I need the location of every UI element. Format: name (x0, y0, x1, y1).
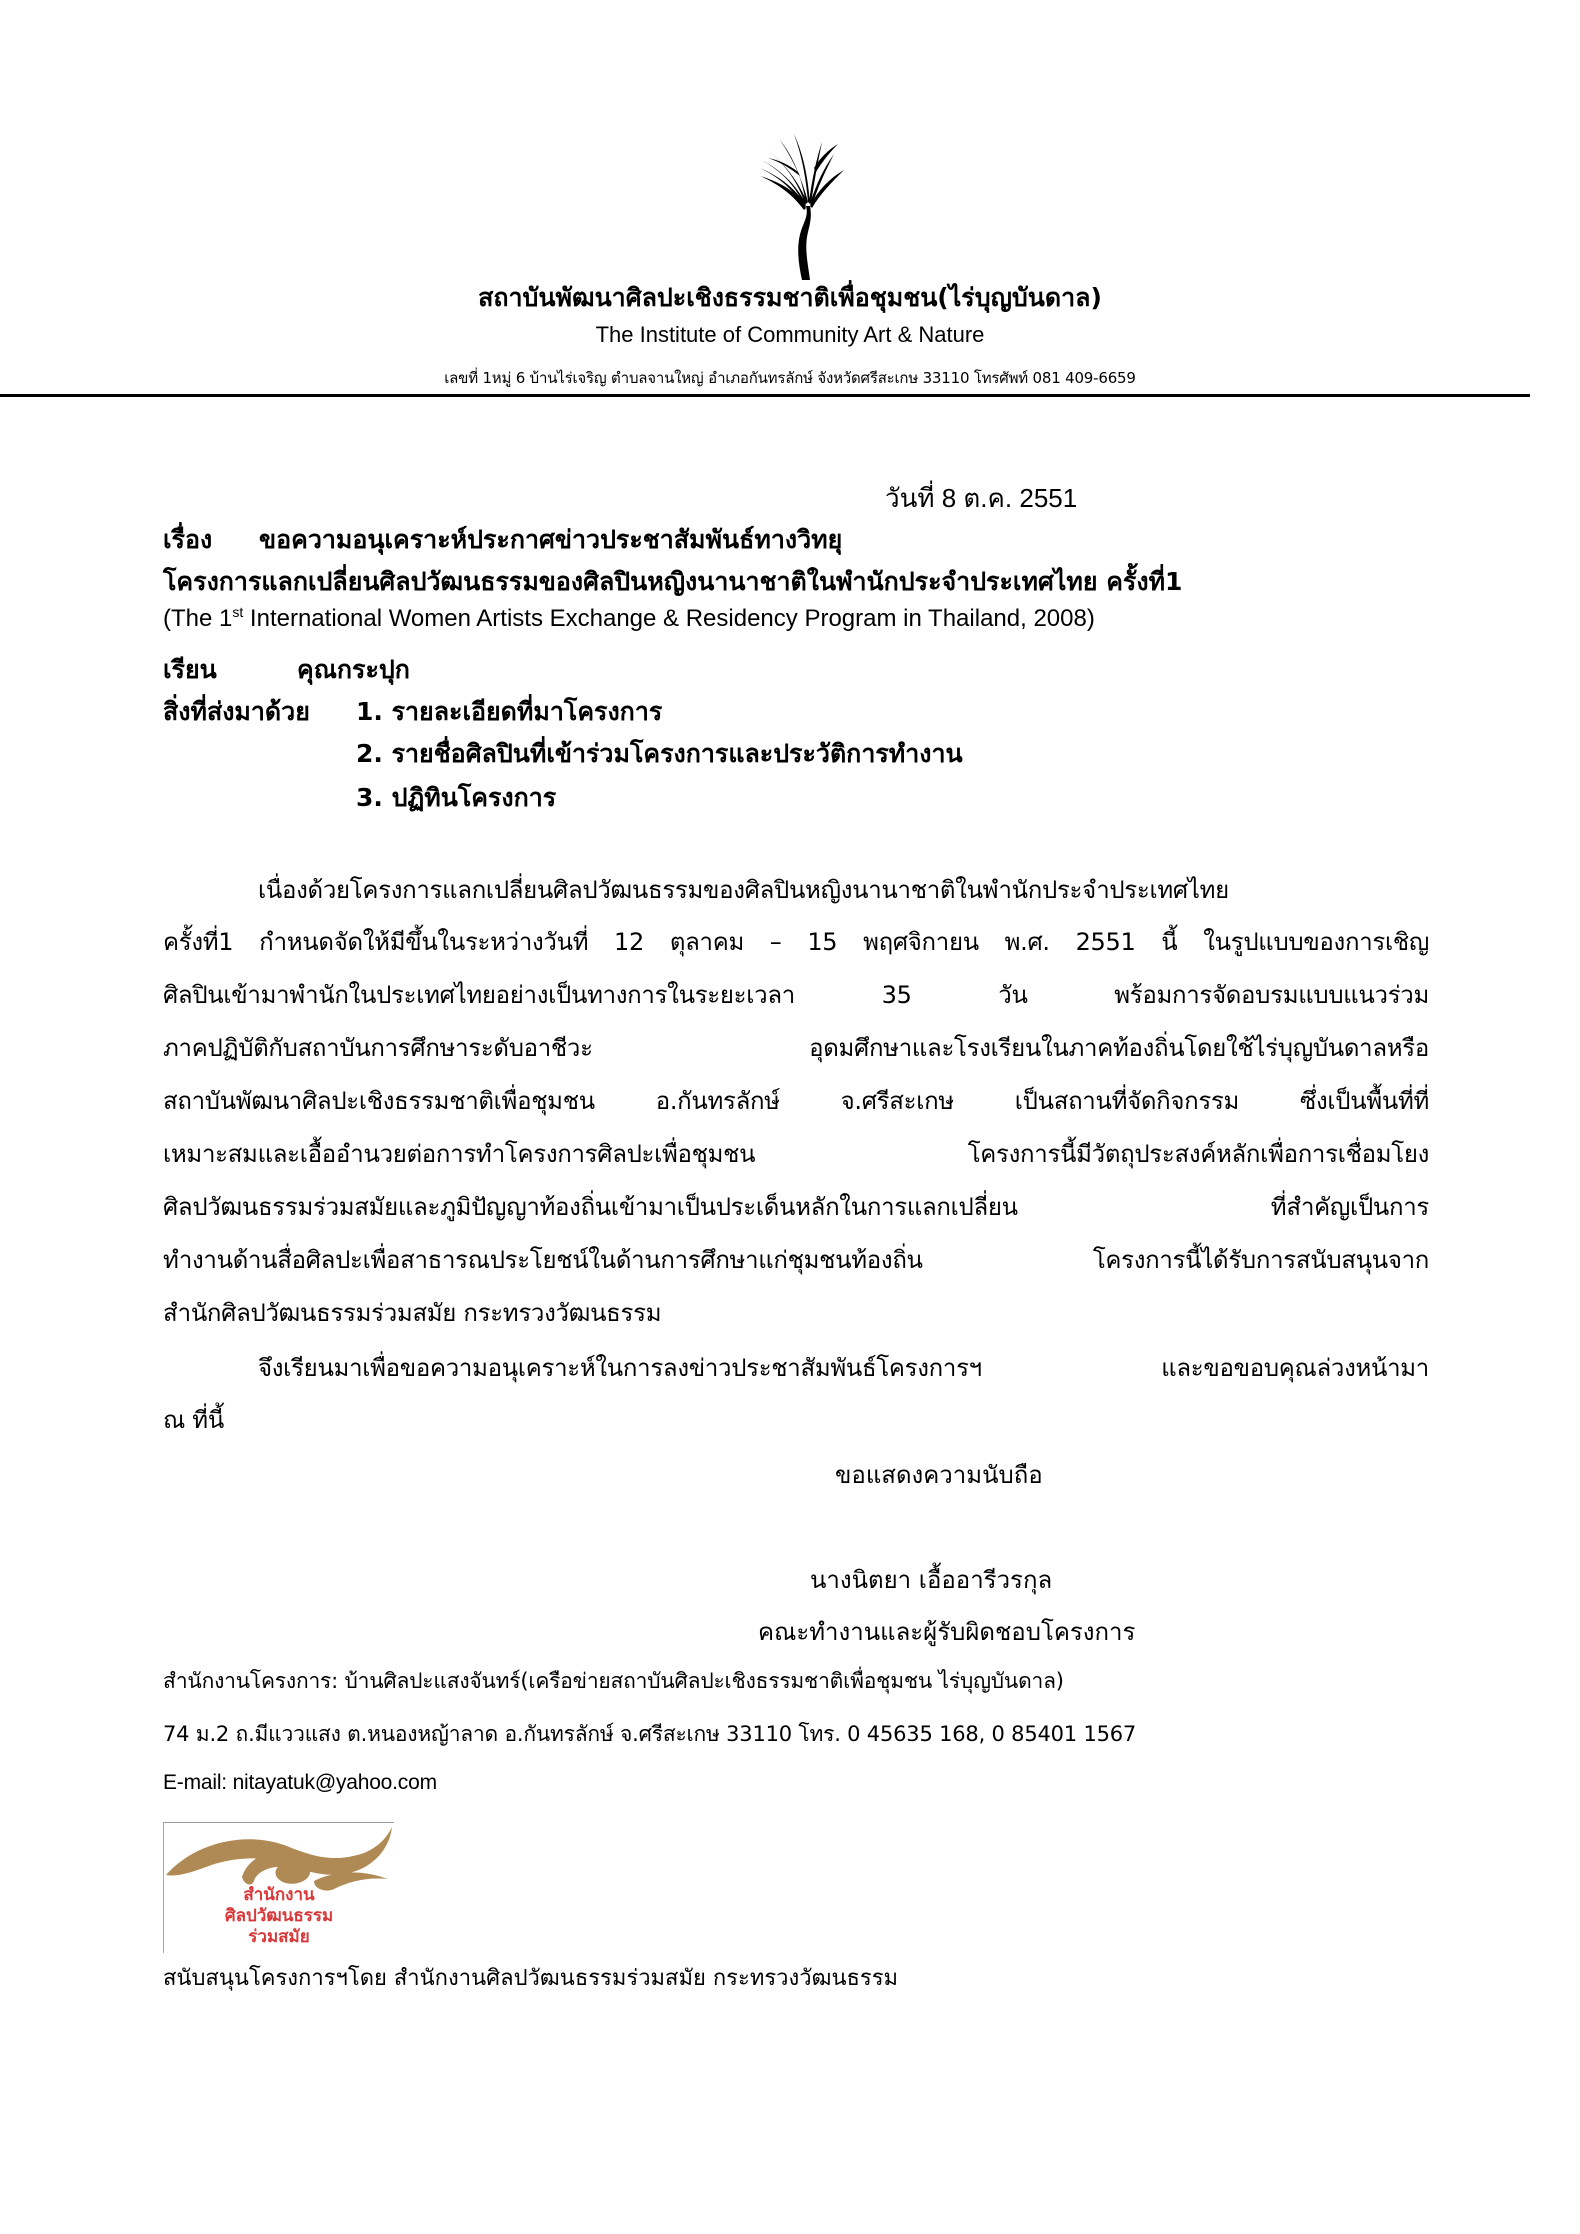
sponsor-logo-text: สำนักงาน (243, 1885, 315, 1905)
contemporary-art-office-logo-icon (163, 1822, 394, 1953)
subject-label: เรื่อง (163, 525, 213, 554)
sponsor-statement: สนับสนุนโครงการฯโดย สำนักงานศิลปวัฒนธรรมร่วมสมัย กระทรวงวัฒนธรรม (163, 1966, 899, 1991)
body-paragraph-line: ศิลปวัฒนธรรมร่วมสมัยและภูมิปัญญาท้องถิ่นเข้ามาเป็นประเด็นหลักในการแลกเปลี่ยน ที่สำคัญเป็นการ (163, 1193, 1429, 1221)
enclosure-item: 3. ปฏิทินโครงการ (356, 783, 557, 812)
project-title-en-ordinal: st (232, 604, 244, 620)
contact-email[interactable]: E-mail: nitayatuk@yahoo.com (163, 1771, 437, 1794)
subject-line (163, 520, 842, 560)
sponsor-logo-text: ร่วมสมัย (248, 1927, 310, 1947)
project-title-en-rest: International Women Artists Exchange & Residency Program in Thailand, 2008) (243, 605, 1095, 632)
enclosures-label: สิ่งที่ส่งมาด้วย (163, 697, 310, 726)
recipient-line (163, 650, 410, 690)
body-paragraph-line: ภาคปฏิบัติกับสถาบันการศึกษาระดับอาชีวะ อุดมศึกษาและโรงเรียนในภาคท้องถิ่นโดยใช้ไร่บุญบันดาลหรือ (163, 1034, 1429, 1062)
palm-leaf-logo-icon (758, 132, 848, 282)
body-paragraph-line: ศิลปินเข้ามาพำนักในประเทศไทยอย่างเป็นทางการในระยะเวลา 35 วัน พร้อมการจัดอบรมแบบแนวร่วม (163, 981, 1429, 1009)
closing-salutation: ขอแสดงความนับถือ (835, 1461, 1043, 1489)
signer-name: นางนิตยา เอื้ออารีวรกุล (810, 1566, 1053, 1594)
body-paragraph-line: เหมาะสมและเอื้ออำนวยต่อการทำโครงการศิลปะเพื่อชุมชน โครงการนี้มีวัตถุประสงค์หลักเพื่อการเชื่อมโยง (163, 1140, 1429, 1168)
project-office: สำนักงานโครงการ: บ้านศิลปะแสงจันทร์(เครือข่ายสถาบันศิลปะเชิงธรรมชาติเพื่อชุมชน ไร่บุญบันดาล) (163, 1669, 1064, 1693)
org-address: เลขที่ 1หมู่ 6 บ้านไร่เจริญ ตำบลจานใหญ่ อำเภอกันทรลักษ์ จังหวัดศรีสะเกษ 33110 โทรศัพท์ 081 409-6659 (444, 369, 1136, 387)
project-title-en-prefix: (The 1 (163, 605, 233, 632)
enclosure-item: 2. รายชื่อศิลปินที่เข้าร่วมโครงการและประวัติการทำงาน (356, 739, 963, 768)
project-title-english (163, 604, 1095, 633)
body-paragraph-line: สถาบันพัฒนาศิลปะเชิงธรรมชาติเพื่อชุมชน อ.กันทรลักษ์ จ.ศรีสะเกษ เป็นสถานที่จัดกิจกรรม ซึ่งเป็นพื้นที่ที่ (163, 1087, 1429, 1115)
org-name-english: The Institute of Community Art & Nature (595, 322, 985, 347)
org-name-thai: สถาบันพัฒนาศิลปะเชิงธรรมชาติเพื่อชุมชน(ไร่บุญบันดาล) (478, 283, 1102, 312)
recipient-label: เรียน (163, 655, 217, 684)
project-title-thai: โครงการแลกเปลี่ยนศิลปวัฒนธรรมของศิลปินหญิงนานาชาติในพำนักประจำประเทศไทย ครั้งที่1 (163, 567, 1183, 596)
body-paragraph-line: ทำงานด้านสื่อศิลปะเพื่อสาธารณประโยชน์ในด้านการศึกษาแก่ชุมชนท้องถิ่น โครงการนี้ได้รับการสนับสนุนจาก (163, 1246, 1429, 1274)
body-paragraph-line: สำนักศิลปวัฒนธรรมร่วมสมัย กระทรวงวัฒนธรรม (163, 1299, 662, 1327)
body-paragraph-line: ครั้งที่1 กำหนดจัดให้มีขึ้นในระหว่างวันที่ 12 ตุลาคม – 15 พฤศจิกายน พ.ศ. 2551 นี้ ในรูปแบบของการเชิญ (163, 928, 1429, 956)
request-paragraph-line: จึงเรียนมาเพื่อขอความอนุเคราะห์ในการลงข่าวประชาสัมพันธ์โครงการฯ และขอขอบคุณล่วงหน้ามา (258, 1354, 1429, 1382)
enclosures-line (163, 692, 662, 732)
body-paragraph-line: เนื่องด้วยโครงการแลกเปลี่ยนศิลปวัฒนธรรมของศิลปินหญิงนานาชาติในพำนักประจำประเทศไทย (258, 876, 1229, 904)
header-divider (0, 394, 1530, 397)
recipient-name: คุณกระปุก (297, 655, 410, 684)
request-paragraph-line: ณ ที่นี้ (163, 1406, 224, 1434)
subject-text: ขอความอนุเคราะห์ประกาศข่าวประชาสัมพันธ์ทางวิทยุ (259, 525, 843, 554)
project-address: 74 ม.2 ถ.มีแววแสง ต.หนองหญ้าลาด อ.กันทรลักษ์ จ.ศรีสะเกษ 33110 โทร. 0 45635 168, 0 85401 1567 (163, 1722, 1137, 1746)
letter-date: วันที่ 8 ต.ค. 2551 (885, 483, 1078, 513)
signer-title: คณะทำงานและผู้รับผิดชอบโครงการ (758, 1618, 1136, 1646)
enclosure-item: 1. รายละเอียดที่มาโครงการ (356, 697, 663, 726)
sponsor-logo-text: ศิลปวัฒนธรรม (224, 1906, 334, 1926)
